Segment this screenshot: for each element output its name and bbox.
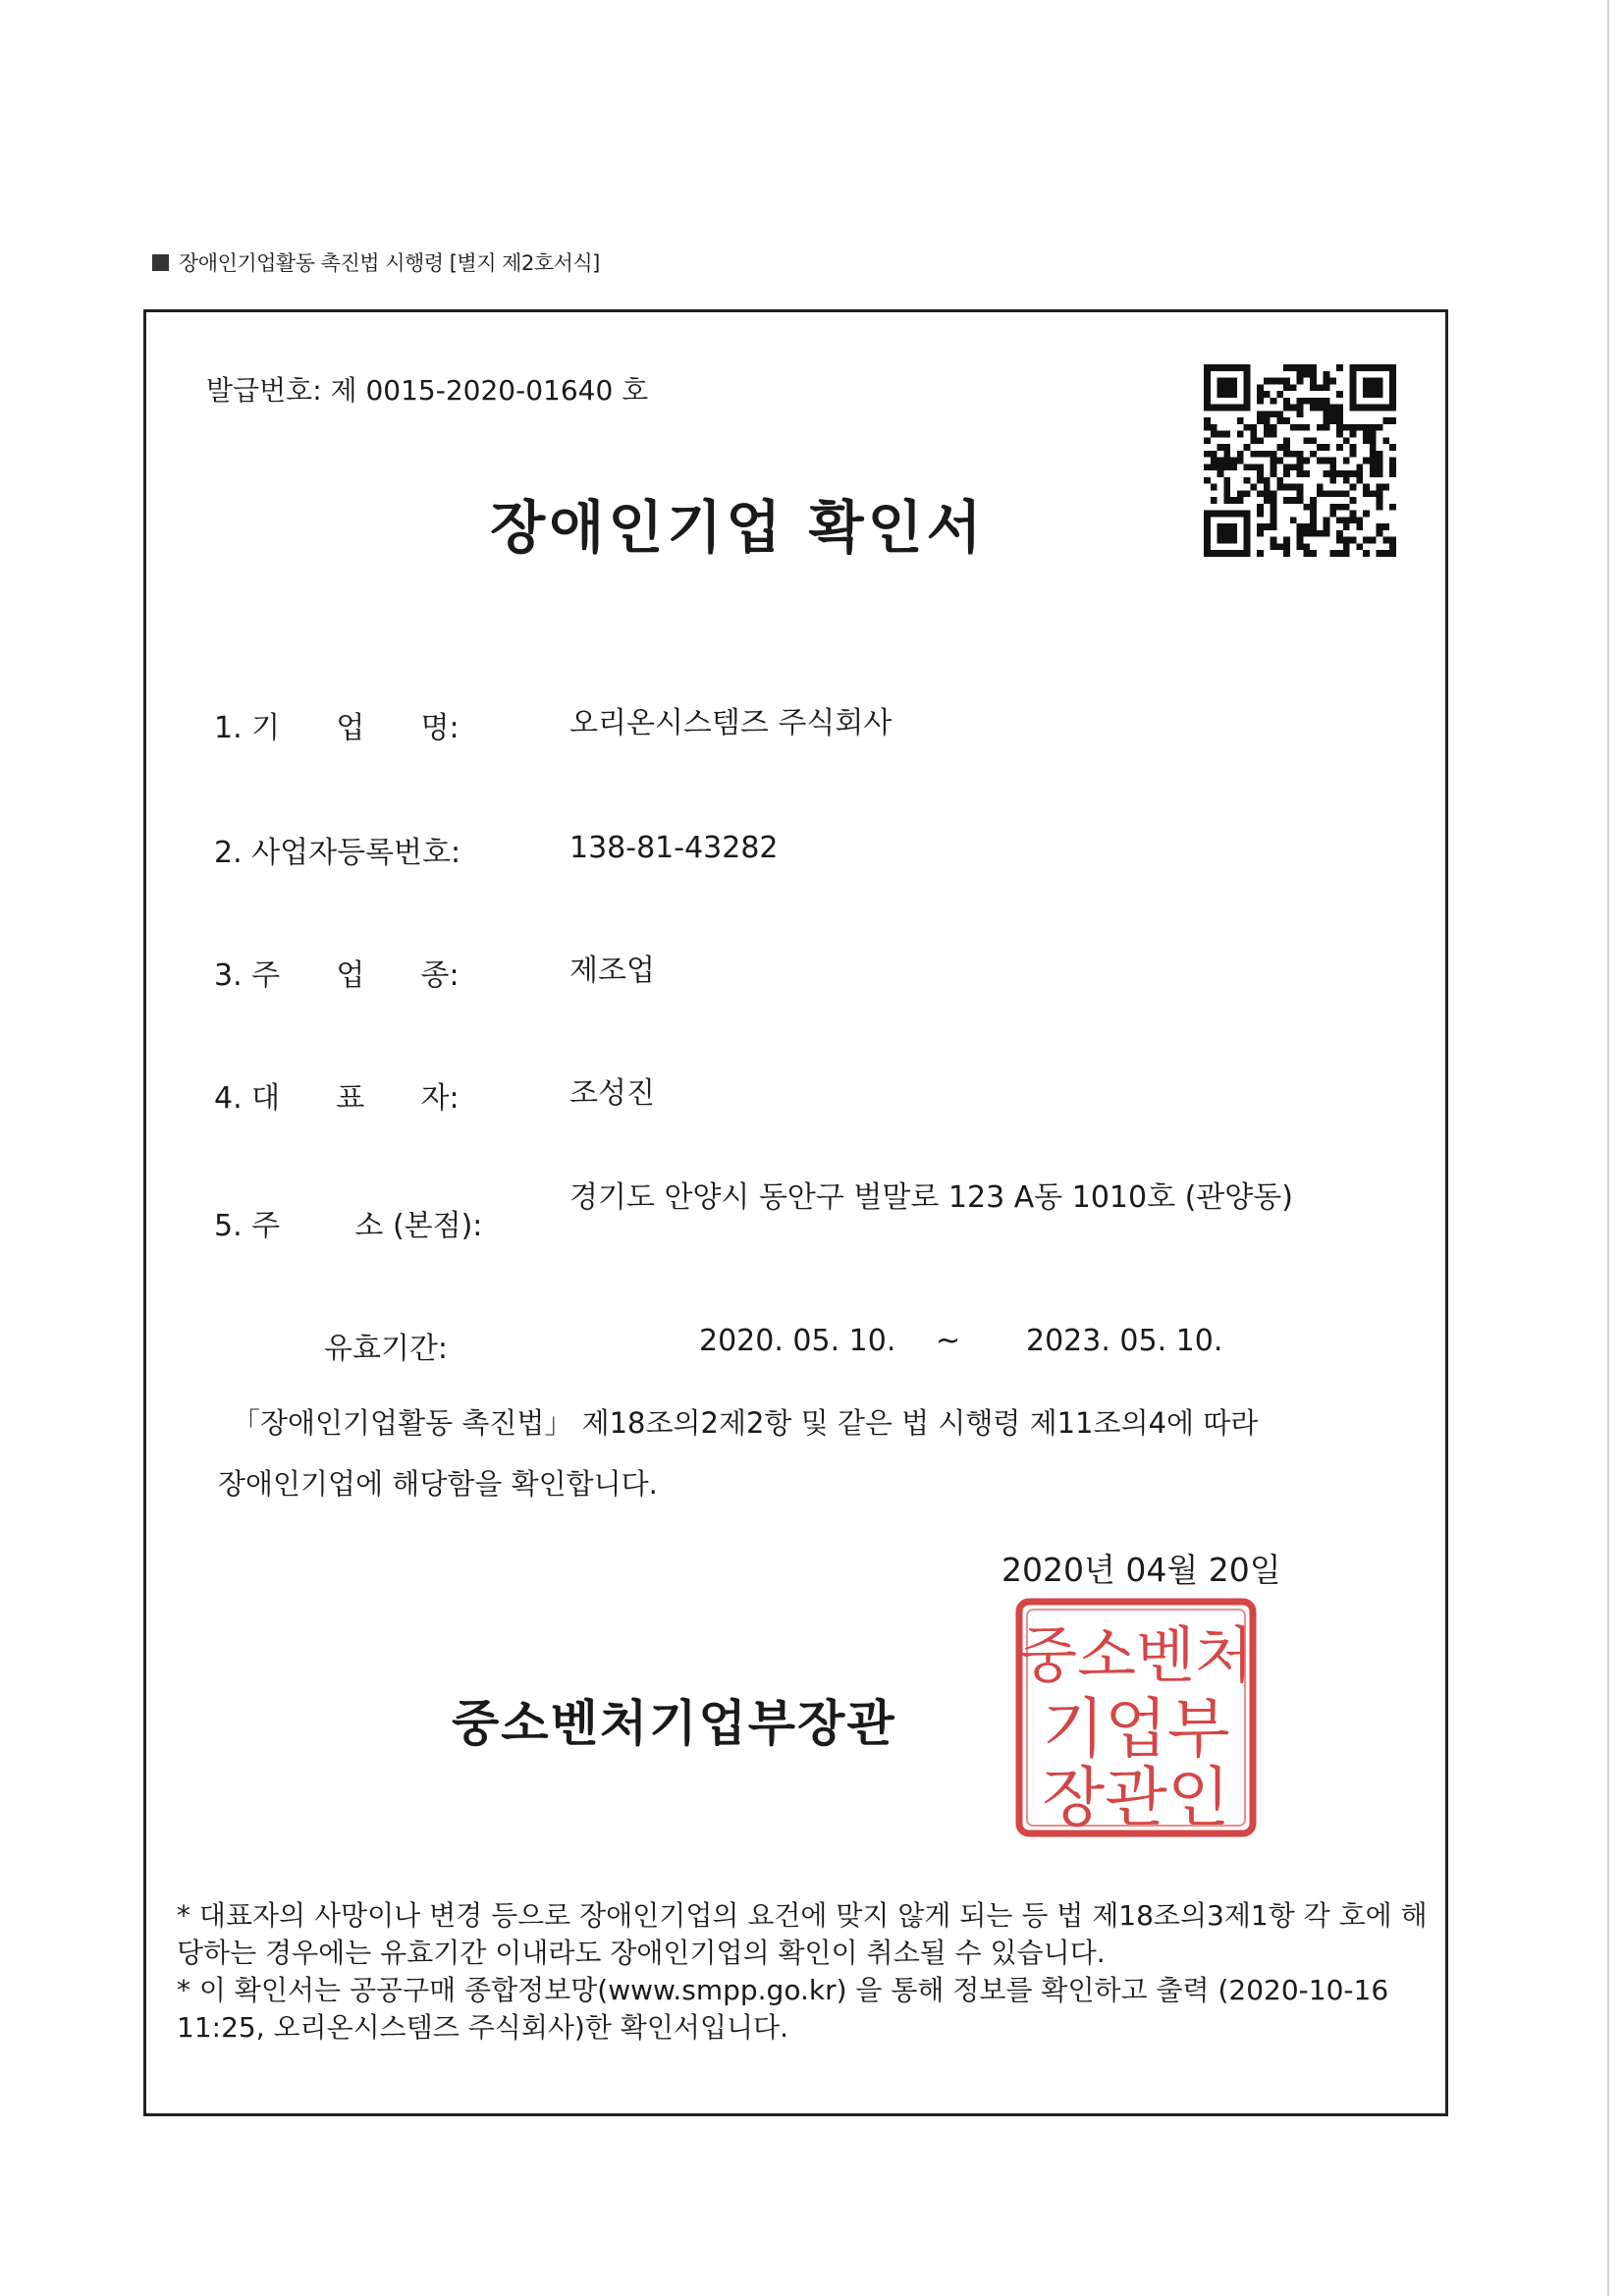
field-label: 2. 사업자등록번호: <box>214 836 461 870</box>
issue-number: 발급번호: 제 0015-2020-01640 호 <box>206 374 649 407</box>
field-value: 제조업 <box>569 954 655 988</box>
validity-separator: ~ <box>936 1324 961 1358</box>
validity-label: 유효기간: <box>324 1332 449 1366</box>
document-title <box>0 481 1623 564</box>
field-label: 3. 주 업 종: <box>214 958 460 993</box>
form-reference <box>152 247 600 277</box>
field-value: 조성진 <box>569 1076 655 1111</box>
field-address <box>214 1177 1316 1244</box>
footnote-1: * 대표자의 사망이나 변경 등으로 장애인기업의 요건에 맞지 않게 되는 등 법 제18조의3제1항 각 호에 해당하는 경우에는 유효기간 이내라도 장애인기업의 확인이 취소될 수 있습니다. <box>177 1899 1428 1969</box>
field-value: 138-81-43282 <box>569 831 779 865</box>
svg-text:기업부: 기업부 <box>1042 1691 1230 1767</box>
field-company-name <box>214 703 1345 746</box>
issue-date: 2020년 04월 20일 <box>1001 1551 1281 1589</box>
footnotes <box>177 1897 1443 2047</box>
official-seal <box>1013 1596 1259 1839</box>
statement-line-1: 「장애인기업활동 촉진법」 제18조의2제2항 및 같은 법 시행령 제11조의4에 따라 <box>232 1406 1259 1440</box>
page-edge-line <box>1607 0 1609 2296</box>
field-label: 4. 대 표 자: <box>214 1081 460 1116</box>
validity-end: 2023. 05. 10. <box>1026 1324 1223 1358</box>
statement-line-2: 장애인기업에 해당함을 확인합니다. <box>218 1467 658 1501</box>
svg-text:장관인: 장관인 <box>1042 1760 1230 1835</box>
field-label: 1. 기 업 명: <box>214 711 460 745</box>
filled-square-icon <box>152 254 169 271</box>
footnote-2: * 이 확인서는 공공구매 종합정보망(www.smpp.go.kr) 을 통해 정보를 확인하고 출력 (2020-10-16 11:25, 오리온시스템즈 주식회사)한 확인서입니다. <box>177 1974 1389 2044</box>
svg-text:중소벤처: 중소벤처 <box>1018 1619 1254 1691</box>
field-value: 경기도 안양시 동안구 벌말로 123 A동 1010호 (관양동) <box>569 1180 1293 1215</box>
field-business-registration <box>214 828 1345 871</box>
field-representative <box>214 1073 1345 1117</box>
field-main-industry <box>214 951 1345 994</box>
validity-start: 2020. 05. 10. <box>699 1324 896 1358</box>
field-label: 5. 주 소 (본점): <box>214 1209 483 1243</box>
form-reference-text: 장애인기업활동 촉진법 시행령 [별지 제2호서식] <box>179 251 600 275</box>
document-title-text: 장애인기업 확인서 <box>490 494 986 561</box>
issuing-authority: 중소벤처기업부장관 <box>452 1695 896 1752</box>
field-value: 오리온시스템즈 주식회사 <box>569 706 893 740</box>
